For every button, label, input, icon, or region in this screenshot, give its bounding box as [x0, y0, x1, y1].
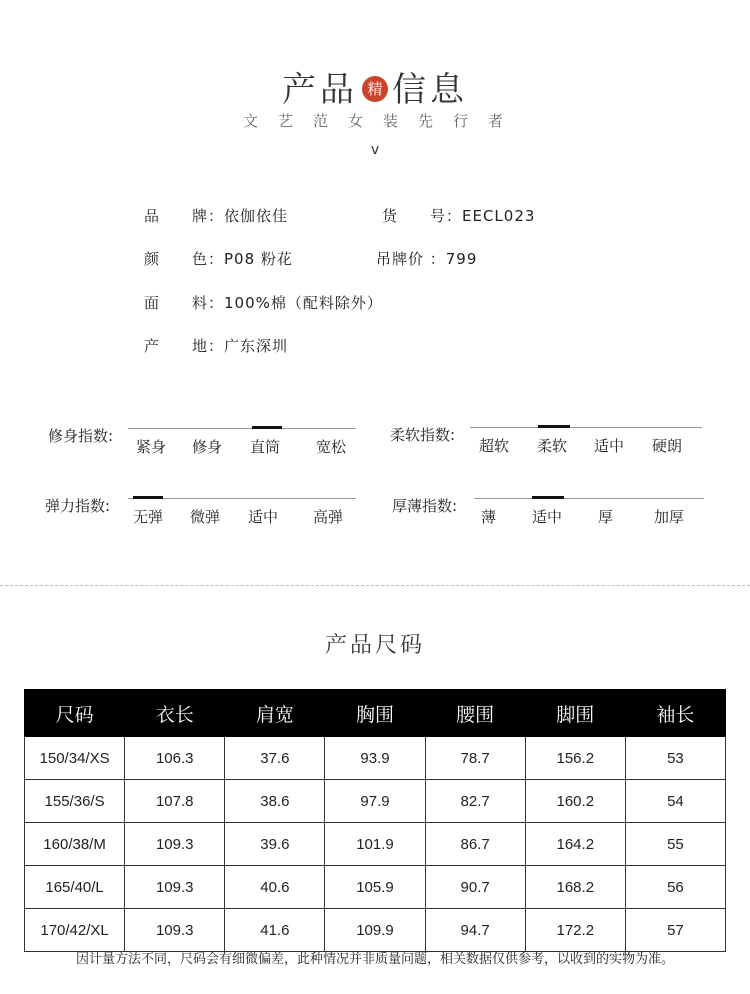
table-cell: 90.7	[425, 866, 525, 909]
elasticity-index-marker	[133, 496, 163, 499]
elasticity-option: 微弹	[190, 508, 221, 526]
elasticity-option-selected: 无弹	[133, 508, 164, 526]
fit-option-selected: 直筒	[250, 438, 281, 456]
subtitle: 文艺范女装先行者	[242, 112, 523, 130]
table-cell: 107.8	[125, 780, 225, 823]
table-row	[25, 780, 726, 823]
fit-index-label: 修身指数:	[48, 427, 114, 445]
title-left: 产品	[282, 70, 358, 110]
table-row	[25, 823, 726, 866]
thickness-option: 厚	[598, 508, 614, 526]
page-title	[0, 62, 750, 111]
table-cell: 56	[625, 866, 725, 909]
table-cell: 170/42/XL	[25, 909, 125, 952]
fit-index-scale	[128, 428, 356, 429]
thickness-option-selected: 适中	[532, 508, 563, 526]
fit-option: 宽松	[316, 438, 347, 456]
table-cell: 109.3	[125, 909, 225, 952]
softness-option-selected: 柔软	[537, 437, 568, 455]
table-cell: 39.6	[225, 823, 325, 866]
table-cell: 156.2	[525, 737, 625, 780]
header-cell: 肩宽	[225, 690, 325, 737]
header-cell: 脚围	[525, 690, 625, 737]
table-cell: 150/34/XS	[25, 737, 125, 780]
softness-option: 超软	[479, 437, 510, 455]
item-number-info: 货 号：EECL023	[382, 207, 536, 225]
table-cell: 109.9	[325, 909, 425, 952]
section-divider	[0, 585, 750, 586]
header-cell: 尺码	[25, 690, 125, 737]
table-cell: 94.7	[425, 909, 525, 952]
thickness-index-scale	[474, 498, 704, 499]
thickness-index-marker	[532, 496, 564, 499]
fit-index-marker	[252, 426, 282, 429]
size-section-title: 产品尺码	[324, 633, 425, 658]
softness-index-scale	[470, 427, 702, 428]
price-info: 吊牌价 ：799	[376, 250, 478, 268]
size-disclaimer: 因计量方法不同，尺码会有细微偏差，此种情况并非质量问题，相关数据仅供参考，以收到的实物为准。	[75, 952, 674, 967]
header-cell: 衣长	[125, 690, 225, 737]
table-row	[25, 737, 726, 780]
table-cell: 53	[625, 737, 725, 780]
table-cell: 55	[625, 823, 725, 866]
softness-option: 适中	[594, 437, 625, 455]
table-cell: 164.2	[525, 823, 625, 866]
table-cell: 172.2	[525, 909, 625, 952]
size-table	[24, 689, 726, 952]
size-table-header	[25, 690, 726, 737]
softness-index-label: 柔软指数:	[390, 426, 456, 444]
material-info: 面 料：100%棉（配料除外）	[144, 294, 383, 312]
table-cell: 160/38/M	[25, 823, 125, 866]
fit-option: 紧身	[136, 438, 167, 456]
table-cell: 97.9	[325, 780, 425, 823]
brand-info: 品 牌：依伽依佳	[144, 207, 289, 225]
table-cell: 155/36/S	[25, 780, 125, 823]
elasticity-index-label: 弹力指数:	[45, 497, 111, 515]
table-cell: 109.3	[125, 866, 225, 909]
softness-index-marker	[538, 425, 570, 428]
table-cell: 109.3	[125, 823, 225, 866]
table-cell: 78.7	[425, 737, 525, 780]
table-cell: 165/40/L	[25, 866, 125, 909]
table-row	[25, 909, 726, 952]
table-cell: 106.3	[125, 737, 225, 780]
header-cell: 胸围	[325, 690, 425, 737]
fit-option: 修身	[192, 438, 223, 456]
table-cell: 101.9	[325, 823, 425, 866]
elasticity-option: 高弹	[313, 508, 344, 526]
table-row	[25, 866, 726, 909]
elasticity-option: 适中	[248, 508, 279, 526]
thickness-index-label: 厚薄指数:	[392, 497, 458, 515]
chevron-down-icon: v	[370, 142, 380, 158]
table-cell: 93.9	[325, 737, 425, 780]
thickness-option: 薄	[481, 508, 497, 526]
table-cell: 168.2	[525, 866, 625, 909]
table-cell: 37.6	[225, 737, 325, 780]
table-cell: 41.6	[225, 909, 325, 952]
origin-info: 产 地：广东深圳	[144, 337, 289, 355]
header-cell: 袖长	[625, 690, 725, 737]
table-cell: 40.6	[225, 866, 325, 909]
header-cell: 腰围	[425, 690, 525, 737]
table-cell: 38.6	[225, 780, 325, 823]
table-cell: 105.9	[325, 866, 425, 909]
thickness-option: 加厚	[654, 508, 685, 526]
table-cell: 54	[625, 780, 725, 823]
table-cell: 82.7	[425, 780, 525, 823]
title-right: 信息	[392, 70, 468, 110]
softness-option: 硬朗	[652, 437, 683, 455]
color-info: 颜 色：P08 粉花	[144, 250, 293, 268]
table-cell: 57	[625, 909, 725, 952]
table-cell: 86.7	[425, 823, 525, 866]
seal-badge: 精	[362, 76, 388, 102]
table-cell: 160.2	[525, 780, 625, 823]
